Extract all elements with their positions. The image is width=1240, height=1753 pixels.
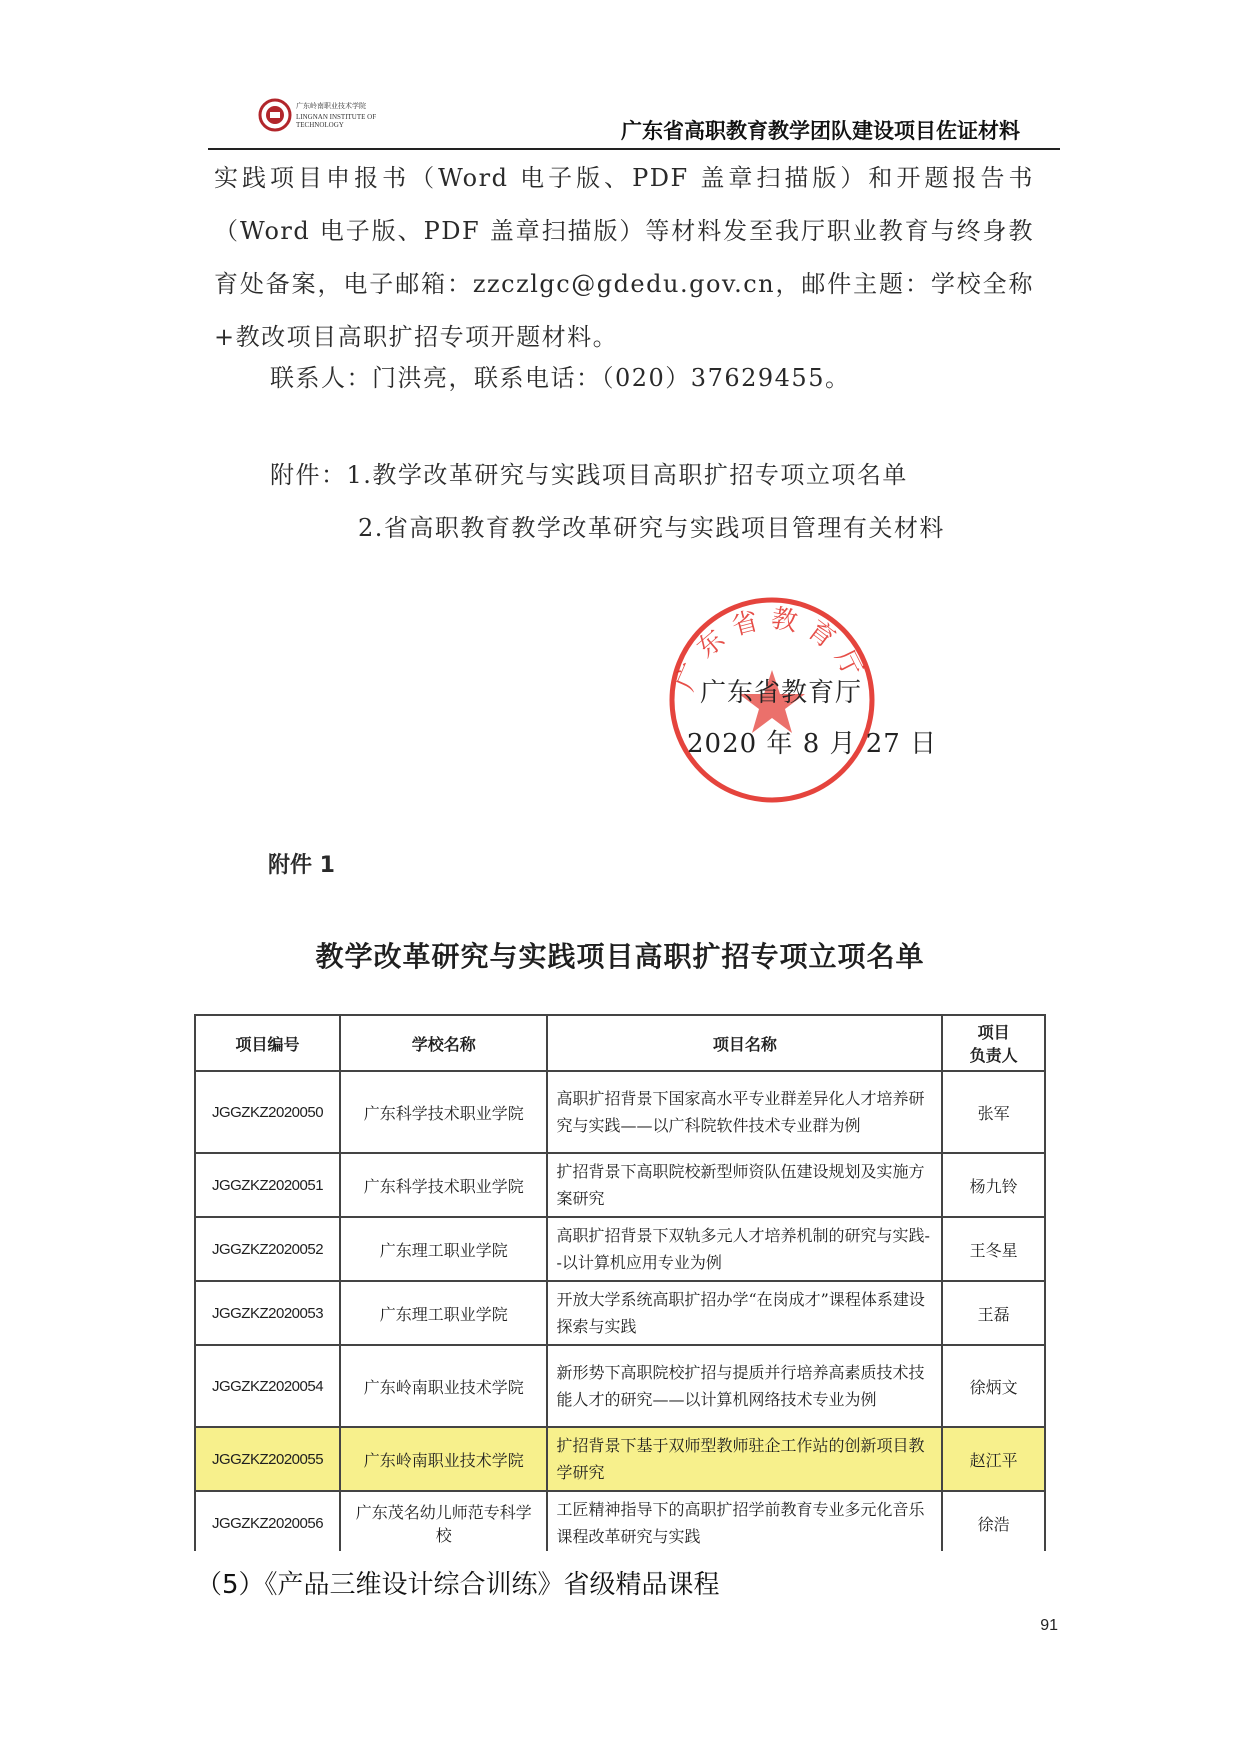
project-lead: 张军 [942,1071,1045,1153]
project-name: 高职扩招背景下国家高水平专业群差异化人才培养研究与实践——以广科院软件技术专业群为例 [547,1071,942,1153]
header-project-name: 项目名称 [547,1015,942,1071]
signing-date: 2020 年 8 月 27 日 [687,729,938,759]
project-name: 开放大学系统高职扩招办学“在岗成才”课程体系建设探索与实践 [547,1281,942,1345]
project-code: JGGZKZ2020050 [195,1071,340,1153]
project-lead: 徐浩 [942,1491,1045,1551]
table-row [195,1281,1045,1345]
table-row [195,1345,1045,1427]
list-title: 教学改革研究与实践项目高职扩招专项立项名单 [315,940,925,973]
project-name: 高职扩招背景下双轨多元人才培养机制的研究与实践--以计算机应用专业为例 [547,1217,942,1281]
header-project-code: 项目编号 [195,1015,340,1071]
attachment-label: 附件 1 [268,853,335,878]
project-table [194,1014,1046,1551]
table-row [195,1153,1045,1217]
school-name: 广东茂名幼儿师范专科学校 [340,1491,547,1551]
project-code: JGGZKZ2020055 [195,1427,340,1491]
seal-text: 广东省教育厅 [670,603,872,696]
project-code: JGGZKZ2020056 [195,1491,340,1551]
table-header-row [195,1015,1045,1071]
school-logo [258,98,390,132]
signing-organization: 广东省教育厅 [700,678,863,708]
header-lead-line-1: 项目 [977,1023,1010,1042]
school-name: 广东岭南职业技术学院 [340,1345,547,1427]
project-code: JGGZKZ2020051 [195,1153,340,1217]
page-number: 91 [1040,1617,1058,1634]
header-lead-line-2: 负责人 [969,1046,1018,1065]
project-lead: 王磊 [942,1281,1045,1345]
school-emblem-icon [258,98,292,132]
header-title: 广东省高职教育教学团队建设项目佐证材料 [621,119,1020,143]
project-table-container [194,1014,1050,1551]
logo-english-name: LINGNAN INSTITUTE OF TECHNOLOGY [296,113,377,129]
contact-line: 联系人：门洪亮，联系电话：（020）37629455。 [270,364,851,392]
project-lead: 赵江平 [942,1427,1045,1491]
project-code: JGGZKZ2020052 [195,1217,340,1281]
project-code: JGGZKZ2020053 [195,1281,340,1345]
project-lead: 杨九铃 [942,1153,1045,1217]
project-lead: 徐炳文 [942,1345,1045,1427]
project-name: 工匠精神指导下的高职扩招学前教育专业多元化音乐课程改革研究与实践 [547,1491,942,1551]
project-lead: 王冬星 [942,1217,1045,1281]
school-name: 广东理工职业学院 [340,1217,547,1281]
school-name: 广东岭南职业技术学院 [340,1427,547,1491]
school-name: 广东科学技术职业学院 [340,1071,547,1153]
page-header [208,92,1060,150]
table-row-highlighted [195,1427,1045,1491]
school-name: 广东科学技术职业学院 [340,1153,547,1217]
project-name: 新形势下高职院校扩招与提质并行培养高素质技术技能人才的研究——以计算机网络技术专业为例 [547,1345,942,1427]
section-title: （5）《产品三维设计综合训练》省级精品课程 [196,1570,720,1600]
table-row [195,1491,1045,1551]
project-name: 扩招背景下高职院校新型师资队伍建设规划及实施方案研究 [547,1153,942,1217]
logo-chinese-name: 广东岭南职业技术学院 [296,102,366,110]
header-project-lead [942,1015,1045,1071]
project-code: JGGZKZ2020054 [195,1345,340,1427]
attachment-line-2: 2.省高职教育教学改革研究与实践项目管理有关材料 [358,514,945,542]
attachment-line-1: 附件：1.教学改革研究与实践项目高职扩招专项立项名单 [270,461,908,489]
project-name: 扩招背景下基于双师型教师驻企工作站的创新项目教学研究 [547,1427,942,1491]
table-row [195,1071,1045,1153]
letter-paragraph: 实践项目申报书（Word 电子版、PDF 盖章扫描版）和开题报告书（Word 电子版、PDF 盖章扫描版）等材料发至我厅职业教育与终身教育处备案，电子邮箱：zzczlgc@gdedu.gov.cn，邮件主题：学校全称+教改项目高职扩招专项开题材料。 [214,164,1034,351]
header-school-name: 学校名称 [340,1015,547,1071]
table-row [195,1217,1045,1281]
school-name: 广东理工职业学院 [340,1281,547,1345]
